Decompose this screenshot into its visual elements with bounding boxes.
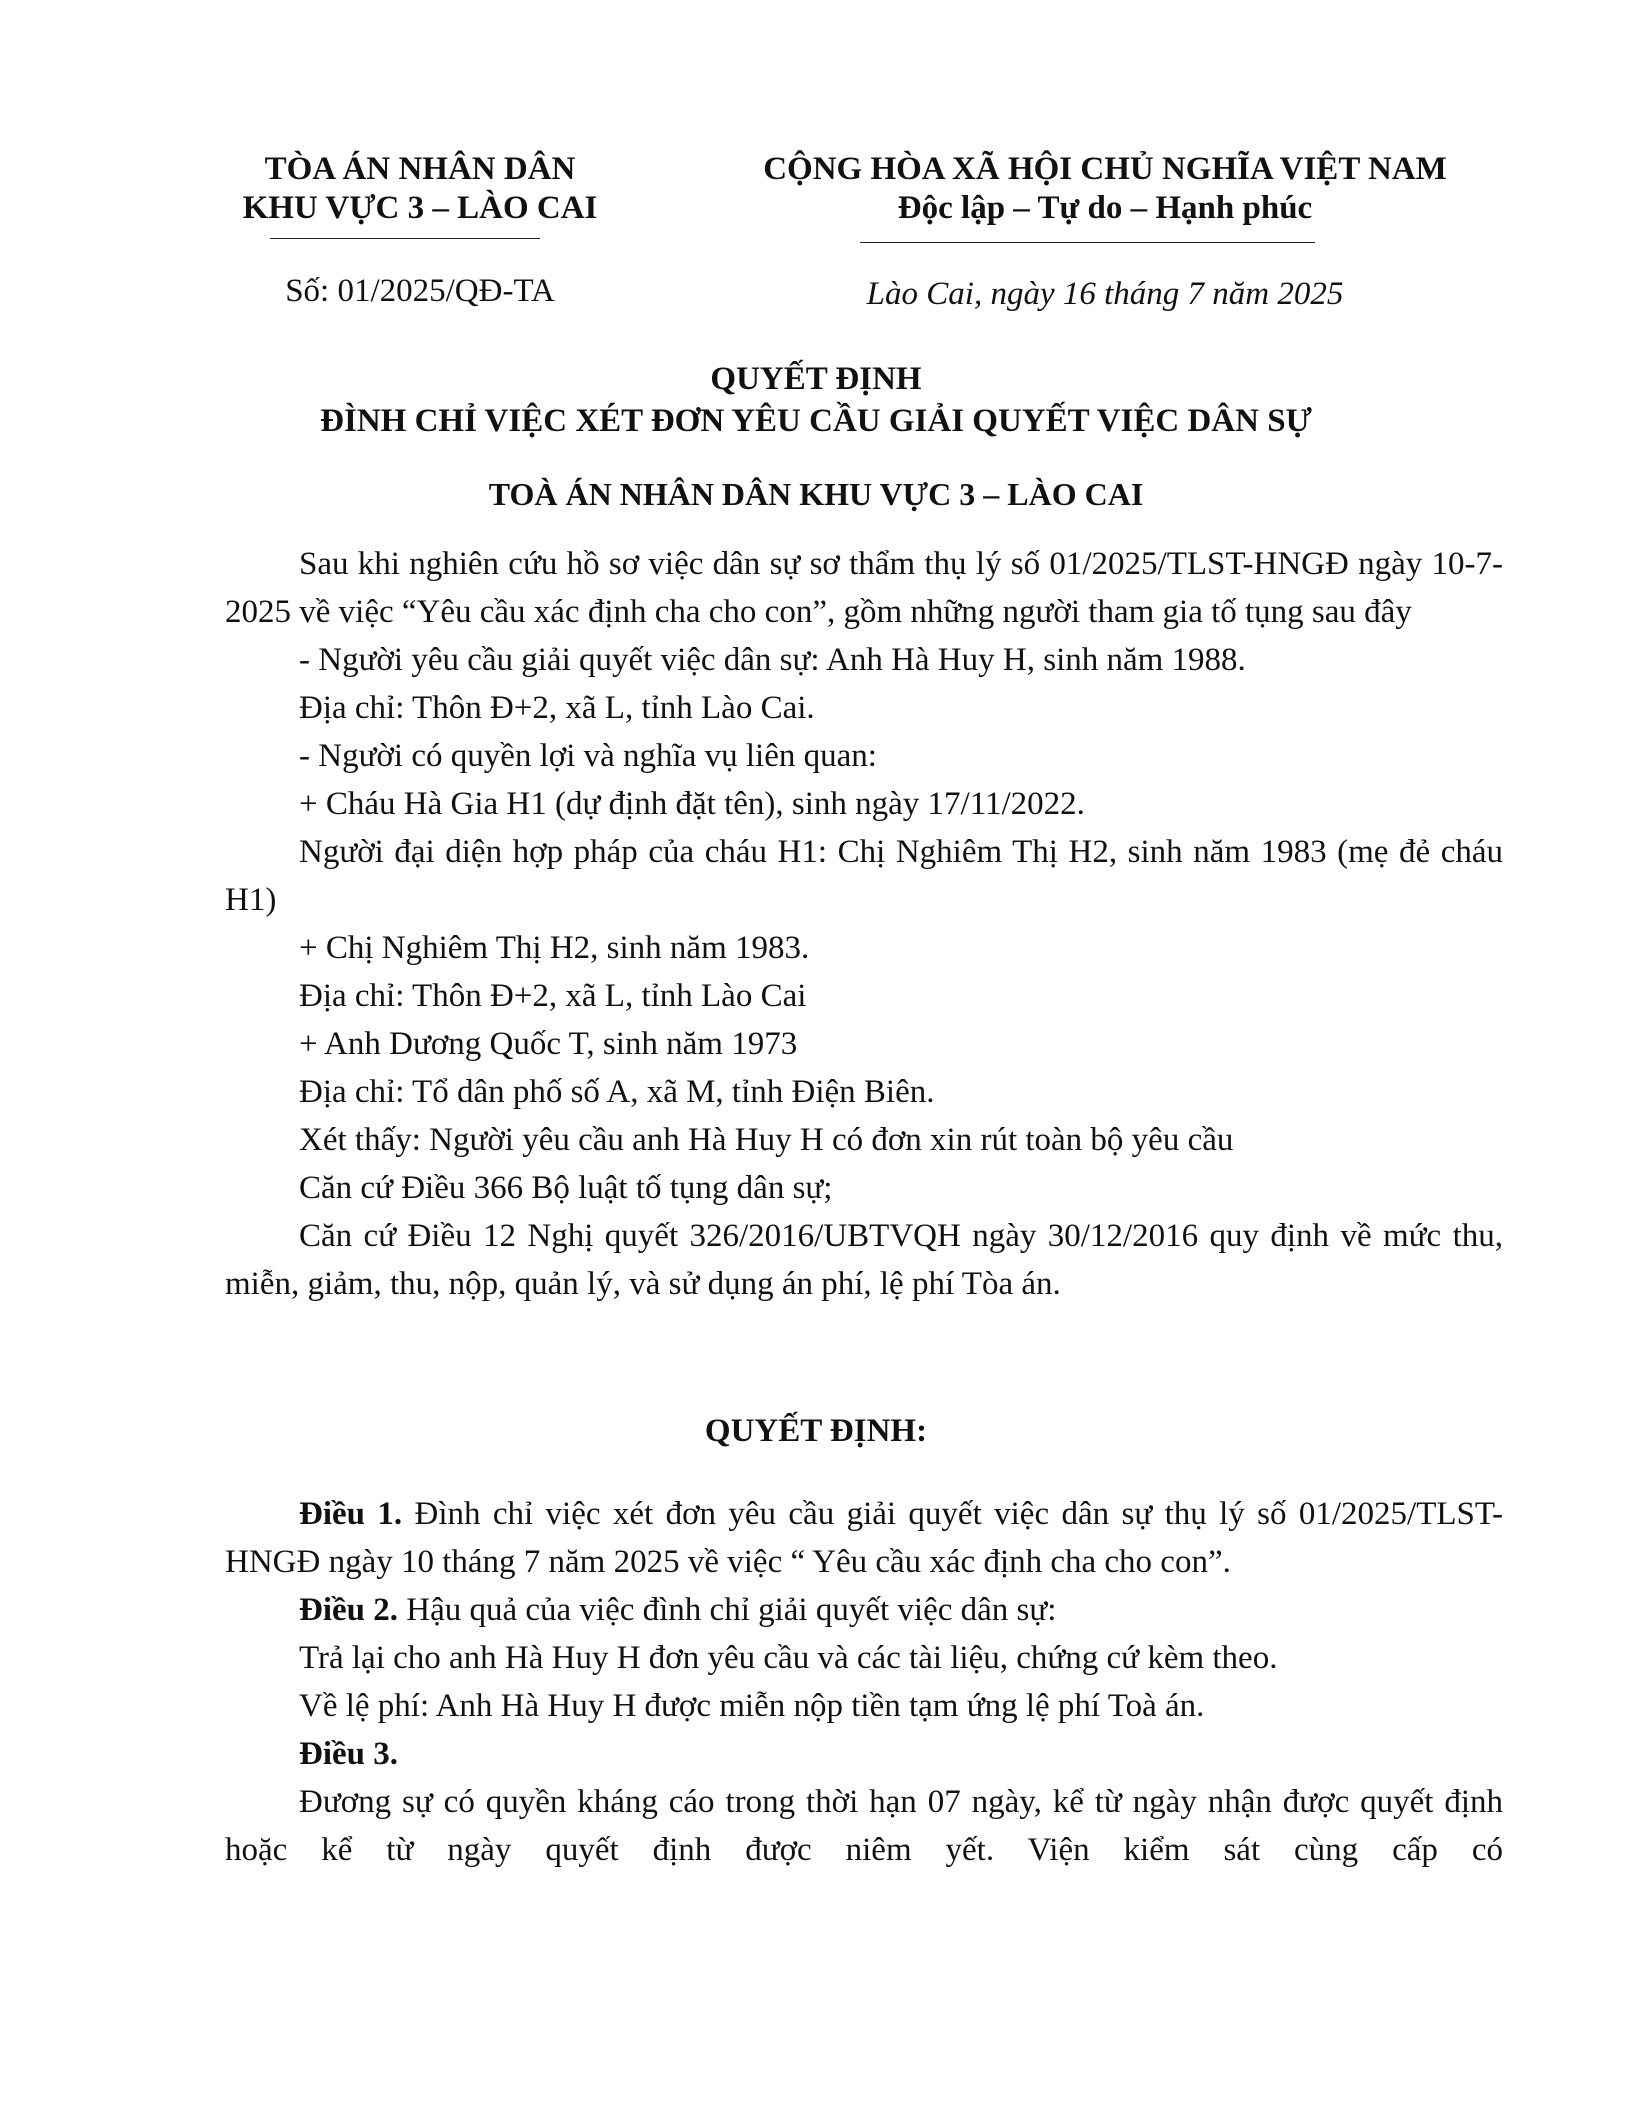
national-motto: Độc lập – Tự do – Hạnh phúc (897, 190, 1313, 226)
applicant-address: Địa chỉ: Thôn Đ+2, xã L, tỉnh Lào Cai. (299, 690, 815, 726)
article-1-text: Đình chỉ việc xét đơn yêu cầu giải quyết việc dân sự thụ lý số 01/2025/TLST-HNGĐ ngày 10 tháng 7 năm 2025 về việc “ Yêu cầu xác định cha cho con”. (225, 1496, 1503, 1580)
other-party-address: Địa chỉ: Tổ dân phố số A, xã M, tỉnh Điện Biên. (299, 1074, 935, 1110)
national-title (730, 150, 1480, 228)
applicant-line: - Người yêu cầu giải quyết việc dân sự: Anh Hà Huy H, sinh năm 1988. (299, 642, 1246, 678)
document-body (225, 540, 1503, 1308)
article-2-label: Điều 2. (299, 1592, 398, 1628)
issuing-court: TOÀ ÁN NHÂN DÂN KHU VỰC 3 – LÀO CAI (488, 476, 1144, 512)
finding-line: Xét thấy: Người yêu cầu anh Hà Huy H có đơn xin rút toàn bộ yêu cầu (299, 1122, 1234, 1158)
article-2-text: Hậu quả của việc đình chỉ giải quyết việc dân sự: (398, 1592, 1057, 1628)
related-parties-heading: - Người có quyền lợi và nghĩa vụ liên quan: (299, 738, 877, 774)
court-name (190, 150, 650, 228)
other-party-line: + Anh Dương Quốc T, sinh năm 1973 (299, 1026, 798, 1062)
document-number: Số: 01/2025/QĐ-TA (285, 273, 555, 309)
article-3-label: Điều 3. (299, 1736, 398, 1772)
court-name-line1: TÒA ÁN NHÂN DÂN (264, 151, 576, 187)
article-2-fee: Về lệ phí: Anh Hà Huy H được miễn nộp tiền tạm ứng lệ phí Toà án. (299, 1688, 1205, 1724)
document-subtitle: ĐÌNH CHỈ VIỆC XÉT ĐƠN YÊU CẦU GIẢI QUYẾT VIỆC DÂN SỰ (320, 403, 1312, 439)
legal-basis-2: Căn cứ Điều 12 Nghị quyết 326/2016/UBTVQH ngày 30/12/2016 quy định về mức thu, miễn, giảm, thu, nộp, quản lý, và sử dụng án phí, lệ phí Tòa án. (225, 1218, 1503, 1302)
representative-paragraph: Người đại diện hợp pháp của cháu H1: Chị Nghiêm Thị H2, sinh năm 1983 (mẹ đẻ cháu H1) (225, 834, 1503, 918)
intro-paragraph: Sau khi nghiên cứu hồ sơ việc dân sự sơ thẩm thụ lý số 01/2025/TLST-HNGĐ ngày 10-7-2025 về việc “Yêu cầu xác định cha cho con”, gồm những người tham gia tố tụng sau đây (225, 546, 1503, 630)
mother-line: + Chị Nghiêm Thị H2, sinh năm 1983. (299, 930, 810, 966)
article-1-label: Điều 1. (299, 1496, 403, 1532)
decision-heading: QUYẾT ĐỊNH: (704, 1413, 928, 1449)
document-title: QUYẾT ĐỊNH (710, 361, 922, 397)
mother-address: Địa chỉ: Thôn Đ+2, xã L, tỉnh Lào Cai (299, 978, 807, 1014)
article-2-return: Trả lại cho anh Hà Huy H đơn yêu cầu và các tài liệu, chứng cứ kèm theo. (299, 1640, 1278, 1676)
legal-basis-1: Căn cứ Điều 366 Bộ luật tố tụng dân sự; (299, 1170, 833, 1206)
place-date: Lào Cai, ngày 16 tháng 7 năm 2025 (866, 276, 1344, 312)
child-line: + Cháu Hà Gia H1 (dự định đặt tên), sinh ngày 17/11/2022. (299, 786, 1085, 822)
court-underline (270, 238, 540, 239)
national-title-line1: CỘNG HÒA XÃ HỘI CHỦ NGHĨA VIỆT NAM (763, 151, 1447, 187)
article-2 (225, 1586, 1503, 1634)
article-3-text-content: Đương sự có quyền kháng cáo trong thời hạn 07 ngày, kể từ ngày nhận được quyết định hoặc kể từ ngày quyết định được niêm yết. Viện kiểm sát cùng cấp có (225, 1784, 1503, 1868)
article-3-text (225, 1778, 1503, 1874)
decision-body (225, 1490, 1503, 1874)
article-3 (225, 1730, 1503, 1778)
article-1 (225, 1490, 1503, 1586)
court-name-line2: KHU VỰC 3 – LÀO CAI (242, 190, 598, 226)
motto-underline (860, 242, 1315, 243)
